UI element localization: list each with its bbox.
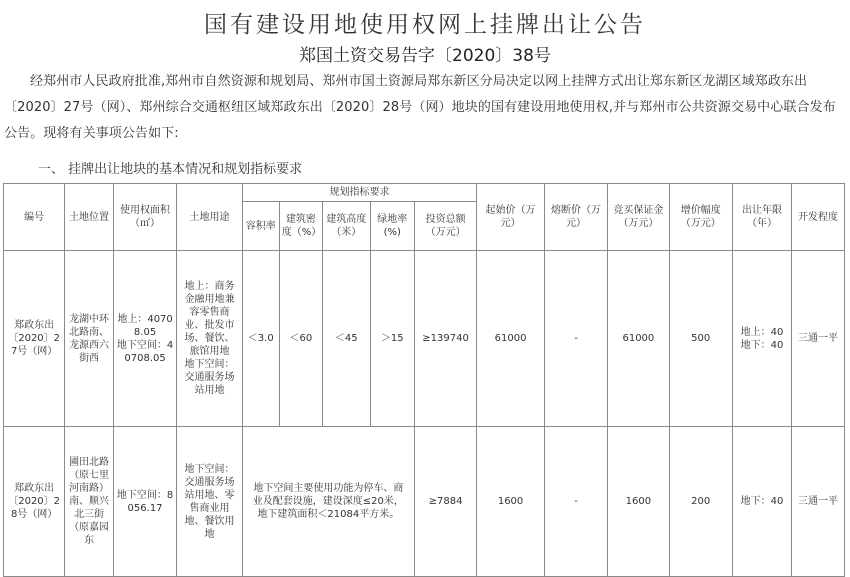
header-plot-ratio: 容积率 (242, 202, 279, 251)
parcel-start-price: 1600 (477, 427, 545, 577)
header-area: 使用权面积（㎡） (113, 184, 176, 251)
header-melt-price: 熔断价（万元） (544, 184, 607, 251)
parcel-planning-note: 地下空间主要使用功能为停车、商业及配套设施，建设深度≤20米，地下建筑面积＜21084平方米。 (242, 427, 414, 577)
parcel-area: 地上：40708.05 地下空间：40708.05 (113, 251, 176, 427)
parcel-deposit: 61000 (608, 251, 669, 427)
parcel-use: 地上：商务金融用地兼容零售商业、批发市场、餐饮、旅馆用地 地下空间：交通服务场站用地 (177, 251, 243, 427)
header-start-price: 起始价（万元） (477, 184, 545, 251)
header-deposit: 竞买保证金（万元） (608, 184, 669, 251)
table-row (4, 427, 845, 577)
parcel-plot-ratio: ＜3.0 (242, 251, 279, 427)
parcel-investment: ≥7884 (414, 427, 476, 577)
parcel-id: 郑政东出〔2020〕27号（网） (4, 251, 65, 427)
parcel-increment: 200 (669, 427, 732, 577)
parcel-density: ＜60 (279, 251, 322, 427)
parcel-area: 地下空间：8056.17 (113, 427, 176, 577)
header-density: 建筑密度（%） (279, 202, 322, 251)
table-row (4, 251, 845, 427)
parcel-deposit: 1600 (608, 427, 669, 577)
header-term: 出让年限（年） (732, 184, 791, 251)
header-id: 编号 (4, 184, 65, 251)
header-increment: 增价幅度（万元） (669, 184, 732, 251)
parcel-development: 三通一平 (792, 251, 845, 427)
header-use: 土地用途 (177, 184, 243, 251)
parcel-melt-price: - (544, 427, 607, 577)
header-investment: 投资总额（万元） (414, 202, 476, 251)
parcel-use: 地下空间：交通服务场站用地、零售商业用地、餐饮用地 (177, 427, 243, 577)
parcel-increment: 500 (669, 251, 732, 427)
parcel-height: ＜45 (323, 251, 371, 427)
section-heading: 一、 挂牌出让地块的基本情况和规划指标要求 (38, 162, 303, 177)
intro-paragraph: 经郑州市人民政府批准,郑州市自然资源和规划局、郑州市国土资源局郑东新区分局决定以网上挂牌方式出让郑东新区龙湖区域郑政东出〔2020〕27号（网）、郑州综合交通枢纽区域郑政东出〔2020〕28号（网）地块的国有建设用地使用权,并与郑州市公共资源交易中心联合发布公告。现将有关事项公告如下: (4, 74, 836, 141)
parcel-development: 三通一平 (792, 427, 845, 577)
header-location: 土地位置 (65, 184, 114, 251)
header-planning-group: 规划指标要求 (242, 184, 477, 202)
parcel-melt-price: - (544, 251, 607, 427)
parcel-term: 地上：40 地下：40 (732, 251, 791, 427)
header-development: 开发程度 (792, 184, 845, 251)
parcel-green: ＞15 (370, 251, 414, 427)
header-green: 绿地率(%) (370, 202, 414, 251)
parcel-investment: ≥139740 (414, 251, 476, 427)
announcement-title: 国有建设用地使用权网上挂牌出让公告 (204, 12, 646, 38)
parcel-start-price: 61000 (477, 251, 545, 427)
land-parcel-table (3, 183, 845, 577)
header-height: 建筑高度（米） (323, 202, 371, 251)
announcement-number: 郑国土资交易告字〔2020〕38号 (299, 46, 551, 66)
parcel-id: 郑政东出〔2020〕28号（网） (4, 427, 65, 577)
parcel-location: 龙湖中环北路南、龙源西六街西 (65, 251, 114, 427)
parcel-location: 圃田北路（原七里河南路）南、顺兴北三街（原嘉园东 (65, 427, 114, 577)
parcel-term: 地下：40 (732, 427, 791, 577)
